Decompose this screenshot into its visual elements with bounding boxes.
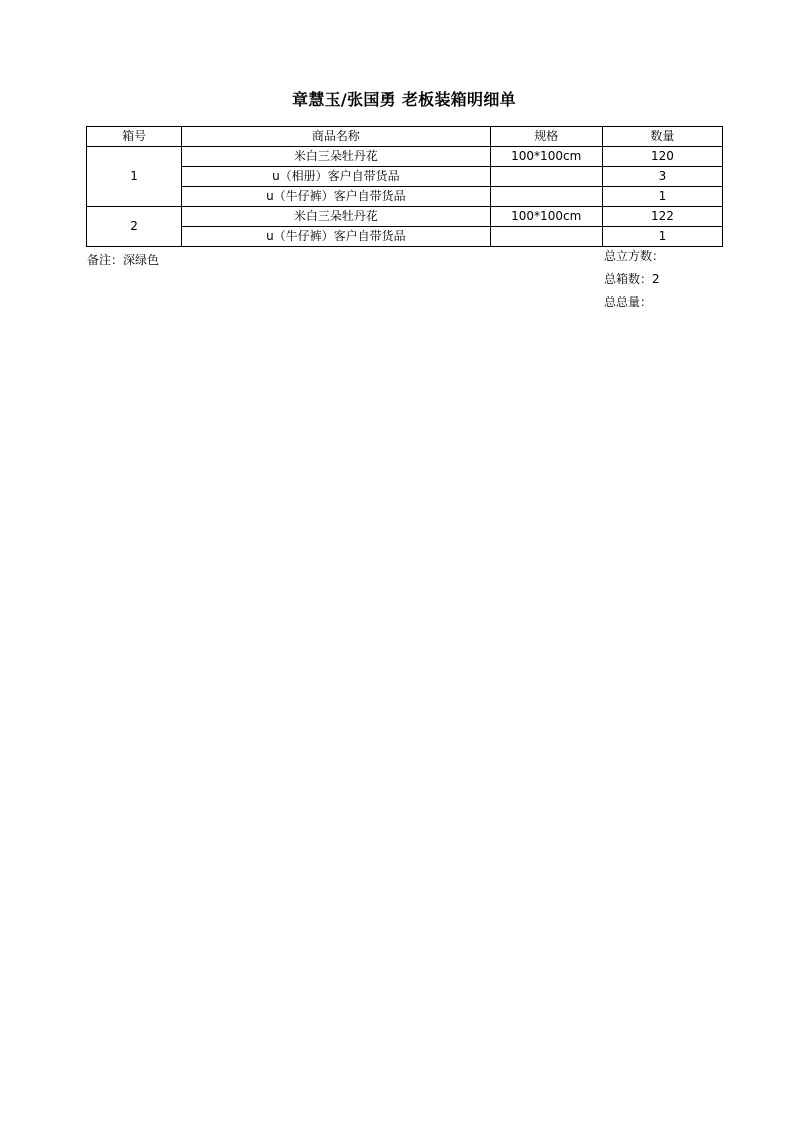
table-row: [87, 167, 723, 187]
product-name-cell: 米白三朵牡丹花: [182, 207, 490, 227]
total-volume-line: [604, 248, 666, 271]
remark-text: 备注：深绿色: [87, 253, 160, 267]
total-weight-line: [604, 294, 666, 317]
quantity-cell: 1: [602, 227, 722, 247]
spec-cell: 100*100cm: [490, 207, 602, 227]
header-box-no: 箱号: [87, 127, 182, 147]
header-product-name: 商品名称: [182, 127, 490, 147]
table-row: [87, 227, 723, 247]
spec-cell: [490, 227, 602, 247]
table-row: [87, 207, 723, 227]
table-header-row: [87, 127, 723, 147]
table-row: [87, 187, 723, 207]
product-name-cell: u（相册）客户自带货品: [182, 167, 490, 187]
table-row: [87, 147, 723, 167]
total-boxes-label: 总箱数：: [604, 272, 653, 286]
quantity-cell: 3: [602, 167, 722, 187]
total-boxes-value: 2: [652, 272, 660, 286]
summary-block: [604, 248, 666, 317]
document-title: 章慧玉/张国勇 老板装箱明细单: [292, 90, 516, 109]
total-weight-label: 总总量：: [604, 295, 653, 309]
total-volume-label: 总立方数：: [604, 249, 665, 263]
quantity-cell: 1: [602, 187, 722, 207]
spec-cell: 100*100cm: [490, 147, 602, 167]
quantity-cell: 122: [602, 207, 722, 227]
product-name-cell: u（牛仔裤）客户自带货品: [182, 227, 490, 247]
spec-cell: [490, 167, 602, 187]
spec-cell: [490, 187, 602, 207]
product-name-cell: u（牛仔裤）客户自带货品: [182, 187, 490, 207]
box-number-cell: 2: [87, 207, 182, 247]
quantity-cell: 120: [602, 147, 722, 167]
header-spec: 规格: [490, 127, 602, 147]
header-quantity: 数量: [602, 127, 722, 147]
box-number-cell: 1: [87, 147, 182, 207]
total-boxes-line: [604, 271, 666, 294]
packing-table: [86, 126, 723, 247]
product-name-cell: 米白三朵牡丹花: [182, 147, 490, 167]
